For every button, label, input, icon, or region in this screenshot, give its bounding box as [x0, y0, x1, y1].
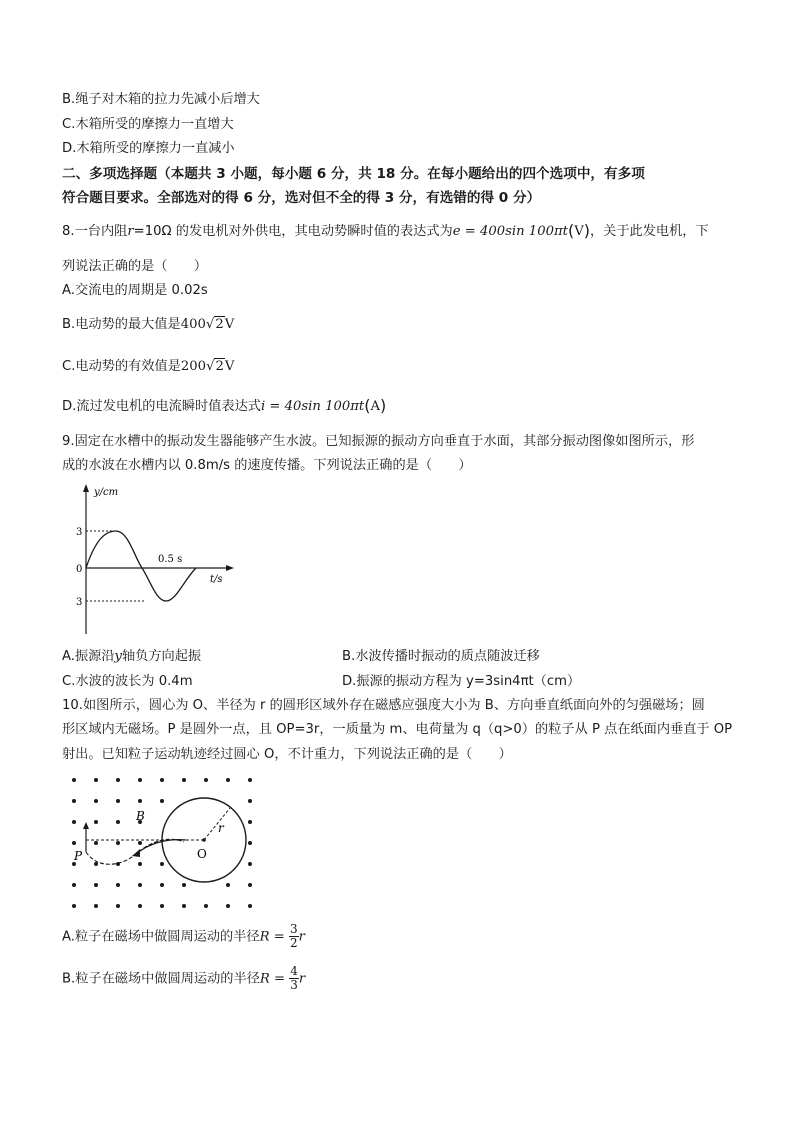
q10-option-a-den: 2: [289, 936, 298, 950]
field-dot: [248, 778, 252, 782]
q10-magnetic-field-figure: [66, 774, 262, 914]
q10-option-b-fraction: [289, 965, 299, 992]
q8-stem-line2: 列说法正确的是（ ）: [62, 259, 208, 274]
q9-t-mark: 0.5 s: [158, 554, 183, 565]
field-dot: [248, 841, 252, 845]
q9-stem-line2: 成的水波在水槽内以 0.8m/s 的速度传播。下列说法正确的是（ ）: [62, 458, 472, 473]
q10-option-b: [62, 965, 305, 992]
q9-option-b: B.水波传播时振动的质点随波迁移: [342, 649, 540, 664]
field-dot: [94, 820, 98, 824]
q10-center-point: [202, 838, 206, 842]
q10-trajectory-arrowhead: [132, 849, 140, 857]
q9-stem-line1: 9.固定在水槽中的振动发生器能够产生水波。已知振源的振动方向垂直于水面，其部分振动图像如图所示，形: [62, 434, 695, 449]
field-dot: [116, 904, 120, 908]
field-dot: [226, 778, 230, 782]
q8-option-c: C.电动势的有效值是200√2V: [62, 359, 235, 374]
q8-option-b-coef: 400: [180, 317, 206, 332]
field-dot: [182, 778, 186, 782]
field-dot: [116, 883, 120, 887]
q8-option-b-rad: 2: [215, 317, 224, 332]
q10-option-a-num: 3: [289, 922, 298, 936]
field-dot: [116, 799, 120, 803]
field-dot: [226, 883, 230, 887]
field-dot: [94, 883, 98, 887]
q10-option-a-text: A.粒子在磁场中做圆周运动的半径: [62, 929, 260, 945]
q8-option-b-text: B.电动势的最大值是: [62, 317, 181, 332]
q9-y-label: y/cm: [94, 487, 119, 498]
q10-label-b: B: [136, 809, 145, 823]
q8-option-d-unit: A: [370, 399, 381, 414]
q7-option-b: B.绳子对木箱的拉力先减小后增大: [62, 92, 260, 107]
q9-option-d: D.振源的振动方程为 y=3sin4πt（cm）: [342, 674, 581, 689]
field-dot: [116, 820, 120, 824]
q8-stem-line1: 8.一台内阻r=10Ω 的发电机对外供电，其电动势瞬时值的表达式为e = 400sin 100πt(V)，关于此发电机，下: [62, 221, 709, 240]
field-dot: [94, 904, 98, 908]
q10-option-b-var: R =: [259, 971, 286, 987]
q9-tick-zero: 0: [76, 564, 83, 575]
q9-y-axis-arrow: [83, 484, 89, 492]
q8-option-a: A.交流电的周期是 0.02s: [62, 283, 208, 298]
field-dot: [138, 883, 142, 887]
q8-e-expr: e = 400sin 100πt: [452, 224, 568, 239]
q8-option-d: D.流过发电机的电流瞬时值表达式i = 40sin 100πt(A): [62, 396, 387, 415]
q10-stem-line3: 射出。已知粒子运动轨迹经过圆心 O，不计重力，下列说法正确的是（ ）: [62, 747, 512, 762]
q10-option-b-num: 4: [290, 964, 298, 978]
field-dot: [160, 862, 164, 866]
q9-option-a-tail: 轴负方向起振: [122, 649, 202, 664]
section2-heading-line2: 符合题目要求。全部选对的得 6 分，选对但不全的得 3 分，有选错的得 0 分）: [62, 190, 541, 206]
q8-option-d-text: D.流过发电机的电流瞬时值表达式: [62, 399, 261, 414]
field-dot: [226, 904, 230, 908]
q10-option-a: [62, 923, 305, 950]
q8-r-val: =10Ω: [133, 224, 172, 239]
q8-option-b-unit: V: [224, 317, 235, 332]
field-dot: [248, 862, 252, 866]
field-dot: [204, 778, 208, 782]
q10-label-o: O: [197, 847, 207, 861]
field-dot: [248, 820, 252, 824]
q10-velocity-arrowhead: [83, 822, 89, 829]
field-dot: [204, 904, 208, 908]
field-dot: [72, 841, 76, 845]
q9-tick-pos: 3: [76, 527, 83, 538]
field-dot: [138, 778, 142, 782]
q10-option-a-var: R =: [259, 929, 285, 945]
field-dot: [160, 904, 164, 908]
q8-option-c-rad: 2: [215, 359, 224, 374]
field-dot: [94, 841, 98, 845]
q9-tick-neg: 3: [76, 597, 83, 608]
field-dot: [116, 778, 120, 782]
field-dot: [94, 862, 98, 866]
field-dot: [182, 883, 186, 887]
q8-option-c-unit: V: [224, 359, 235, 374]
field-dot: [248, 799, 252, 803]
field-dot: [72, 883, 76, 887]
q9-sine-curve: [86, 531, 196, 601]
q8-stem-a: 8.一台内阻: [62, 224, 128, 239]
q10-option-a-fraction: [289, 923, 299, 950]
field-dot: [160, 778, 164, 782]
field-dot: [138, 799, 142, 803]
section2-heading-line1: 二、多项选择题（本题共 3 小题，每小题 6 分，共 18 分。在每小题给出的四个选项中，有多项: [62, 166, 645, 182]
field-dot: [182, 904, 186, 908]
q10-stem-line1: 10.如图所示，圆心为 O、半径为 r 的圆形区域外存在磁感应强度大小为 B、方向垂直纸面向外的匀强磁场；圆: [62, 698, 705, 713]
q8-stem-c: ，关于此发电机，下: [589, 224, 709, 239]
field-dot: [116, 841, 120, 845]
q9-t-axis-arrow: [226, 565, 234, 571]
q10-option-b-tail: r: [298, 971, 306, 987]
q9-option-c: C.水波的波长为 0.4m: [62, 674, 193, 689]
q10-option-b-den: 3: [290, 978, 298, 992]
field-dot: [160, 799, 164, 803]
q10-label-p: P: [74, 849, 83, 863]
field-dot: [248, 904, 252, 908]
q10-label-r: r: [218, 821, 224, 835]
q10-stem-line2: 形区域内无磁场。P 是圆外一点，且 OP=3r，一质量为 m、电荷量为 q（q>0）的粒子从 P 点在纸面内垂直于 OP: [62, 722, 733, 737]
q7-option-d: D.木箱所受的摩擦力一直减小: [62, 141, 235, 156]
q8-option-d-expr: i = 40sin 100πt: [260, 399, 365, 414]
q9-x-label: t/s: [210, 574, 223, 585]
field-dot: [94, 778, 98, 782]
q8-stem-b: 的发电机对外供电，其电动势瞬时值的表达式为: [175, 224, 453, 239]
q9-option-a-var: y: [114, 649, 122, 664]
q10-option-a-tail: r: [298, 929, 305, 945]
field-dot: [248, 883, 252, 887]
field-dot: [72, 799, 76, 803]
q9-option-a: [62, 648, 201, 666]
field-dot: [72, 778, 76, 782]
field-dot: [160, 883, 164, 887]
q8-e-unit: V: [574, 224, 584, 239]
field-dot: [138, 904, 142, 908]
q8-option-c-coef: 200: [180, 359, 207, 374]
field-dot: [72, 904, 76, 908]
q8-option-c-text: C.电动势的有效值是: [62, 359, 181, 374]
q7-option-c: C.木箱所受的摩擦力一直增大: [62, 117, 234, 132]
field-dot: [94, 799, 98, 803]
field-dot: [138, 841, 142, 845]
q8-r-var: r: [127, 224, 134, 239]
q8-option-b: B.电动势的最大值是400√2V: [62, 317, 235, 332]
q10-option-b-text: B.粒子在磁场中做圆周运动的半径: [62, 971, 260, 987]
q9-vibration-graph: [62, 482, 240, 642]
q9-option-a-text: A.振源沿: [62, 649, 115, 664]
field-dot: [138, 862, 142, 866]
field-dot: [72, 820, 76, 824]
